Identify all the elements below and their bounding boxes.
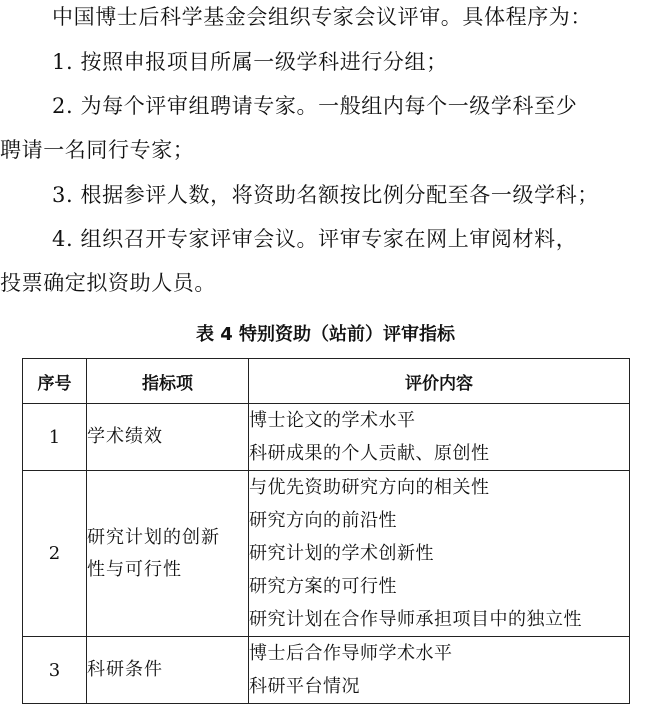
content-line: 科研成果的个人贡献、原创性 [249,443,490,464]
content-line: 与优先资助研究方向的相关性 [249,477,490,498]
table-row [23,404,630,471]
indicator-line: 性与可行性 [87,558,182,580]
row-content [249,471,630,637]
content-line: 研究方案的可行性 [249,576,397,597]
table-caption: 表 4 特别资助（站前）评审指标 [195,324,456,345]
content-line: 博士论文的学术水平 [249,410,416,431]
paragraph-step-2: 2. 为每个评审组聘请专家。一般组内每个一级学科至少 [52,94,578,118]
indicator-line: 研究计划的创新 [87,526,220,548]
header-indicator: 指标项 [87,359,249,404]
criteria-table [22,358,630,704]
content-line: 研究计划的学术创新性 [249,543,434,564]
header-number: 序号 [23,359,87,404]
row-indicator [87,637,249,704]
paragraph-intro: 中国博士后科学基金会组织专家会议评审。具体程序为： [52,5,592,29]
content-line: 科研平台情况 [249,676,360,697]
table-row [23,637,630,704]
row-content [249,637,630,704]
indicator-line: 学术绩效 [87,426,163,447]
paragraph-step-2-cont: 聘请一名同行专家； [0,138,195,162]
paragraph-step-1: 1. 按照申报项目所属一级学科进行分组； [52,50,448,74]
content-line: 研究方向的前沿性 [249,510,397,531]
row-indicator [87,471,249,637]
indicator-line: 科研条件 [87,659,163,680]
paragraph-step-4: 4. 组织召开专家评审会议。评审专家在网上审阅材料， [52,227,578,251]
table-row [23,471,630,637]
content-line: 研究计划在合作导师承担项目中的独立性 [249,609,582,630]
content-line: 博士后合作导师学术水平 [249,643,453,664]
row-number: 1 [23,404,87,471]
row-indicator [87,404,249,471]
row-content [249,404,630,471]
header-content: 评价内容 [249,359,630,404]
paragraph-step-3: 3. 根据参评人数，将资助名额按比例分配至各一级学科； [52,183,599,207]
row-number: 2 [23,471,87,637]
row-number: 3 [23,637,87,704]
table-header-row [23,359,630,404]
paragraph-step-4-cont: 投票确定拟资助人员。 [0,271,216,295]
